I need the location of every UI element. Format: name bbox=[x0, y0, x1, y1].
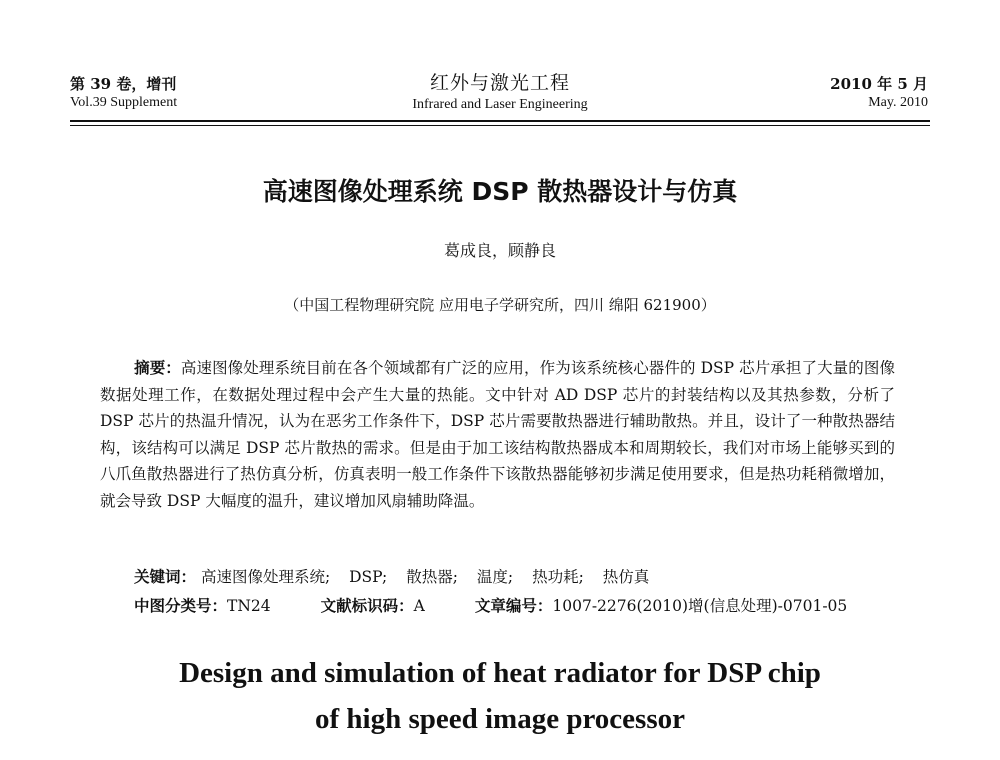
header-rule-thick bbox=[70, 120, 930, 122]
keyword: 温度; bbox=[476, 568, 514, 586]
english-title-line2: of high speed image processor bbox=[314, 703, 685, 735]
journal-name-en: Infrared and Laser Engineering bbox=[412, 97, 588, 112]
clc-label: 中图分类号： bbox=[134, 597, 228, 615]
classification-line bbox=[134, 594, 894, 616]
article-number-value: 1007-2276(2010)增(信息处理)-0701-05 bbox=[552, 597, 848, 615]
abstract-label: 摘要： bbox=[134, 359, 181, 377]
keyword: DSP; bbox=[349, 568, 388, 586]
clc-value: TN24 bbox=[227, 597, 271, 615]
date-en: May. 2010 bbox=[868, 95, 928, 110]
article-number-label: 文章编号： bbox=[474, 597, 553, 615]
authors: 葛成良，顾静良 bbox=[443, 241, 556, 260]
journal-date bbox=[830, 74, 928, 112]
keyword: 热功耗; bbox=[532, 568, 584, 586]
header-rule-thin bbox=[70, 125, 930, 126]
volume-cn: 第 39 卷，增刊 bbox=[70, 75, 177, 93]
paper-title: 高速图像处理系统 DSP 散热器设计与仿真 bbox=[262, 177, 738, 206]
abstract-text: 高速图像处理系统目前在各个领域都有广泛的应用，作为该系统核心器件的 DSP 芯片承担了大量的图像数据处理工作，在数据处理过程中会产生大量的热能。文中针对 AD DSP 芯片的封装结构以及其热参数，分析了 DSP 芯片的热温升情况，认为在恶劣工作条件下，DSP 芯片需要散热器进行辅助散热。并且，设计了一种散热器结构，该结构可以满足 DSP 芯片散热的需求。但是由于加工该结构散热器成本和周期较长，我们对市场上能够买到的八爪鱼散热器进行了热仿真分析，仿真表明一般工作条件下该散热器能够初步满足使用要求，但是热功耗稍微增加，就会导致 DSP 大幅度的温升，建议增加风扇辅助降温。 bbox=[100, 359, 895, 510]
english-title bbox=[0, 650, 1000, 742]
date-cn: 2010 年 5 月 bbox=[830, 75, 928, 93]
abstract bbox=[100, 355, 895, 514]
english-title-line1: Design and simulation of heat radiator for DSP chip bbox=[179, 657, 821, 689]
keywords-label: 关键词： bbox=[134, 568, 197, 586]
journal-name-cn: 红外与激光工程 bbox=[429, 72, 570, 94]
keyword: 热仿真 bbox=[602, 568, 650, 586]
keyword: 高速图像处理系统; bbox=[200, 568, 331, 586]
doc-code-value: A bbox=[413, 597, 425, 615]
volume-en: Vol.39 Supplement bbox=[70, 95, 178, 110]
doc-code-label: 文献标识码： bbox=[320, 597, 414, 615]
affiliation: （中国工程物理研究院 应用电子学研究所，四川 绵阳 621900） bbox=[284, 296, 716, 314]
keyword: 散热器; bbox=[406, 568, 458, 586]
keywords bbox=[134, 565, 894, 587]
